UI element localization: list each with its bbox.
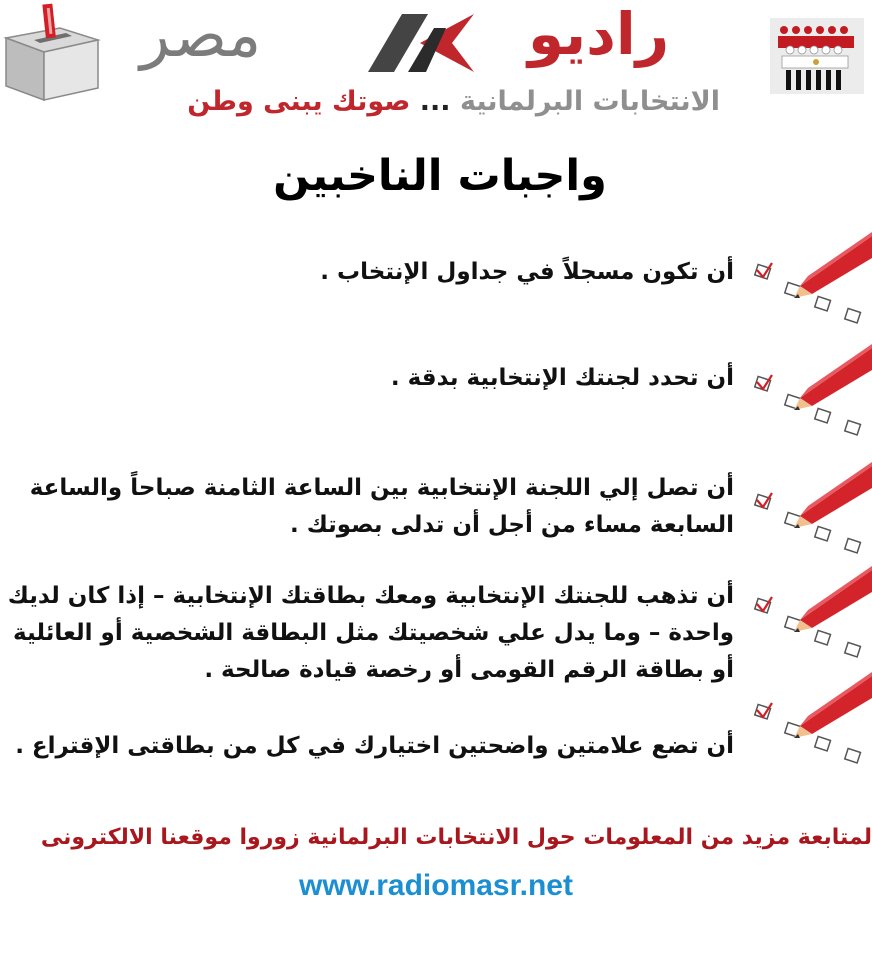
pencil-checklist-icon <box>754 566 872 662</box>
duty-item <box>6 578 734 689</box>
brand-radio-text: راديو <box>528 0 670 68</box>
pencil-checklist-icon <box>754 672 872 768</box>
duty-text: أن تحدد لجنتك الإنتخابية بدقة . <box>390 365 734 391</box>
duty-text: أن تضع علامتين واضحتين اختيارك في كل من بطاقتى الإقتراع . <box>15 733 734 759</box>
duty-item <box>174 360 734 397</box>
pencil-checklist-icon <box>754 462 872 558</box>
tagline-elections: الانتخابات البرلمانية <box>459 86 720 117</box>
pencil-checklist-icon <box>754 232 872 328</box>
duty-item <box>12 728 734 765</box>
ballot-box-icon <box>0 0 104 104</box>
footer-note: لمتابعة مزيد من المعلومات حول الانتخابات البرلمانية زوروا موقعنا الالكترونى <box>40 825 872 850</box>
tagline-slogan: صوتك يبنى وطن <box>187 86 411 117</box>
tagline-dots: ... <box>419 86 451 117</box>
duty-item <box>12 470 734 544</box>
duty-text: أن تصل إلي اللجنة الإنتخابية بين الساعة الثامنة صباحاً والساعة السابعة مساء من أجل أن تدلى بصوتك . <box>29 475 734 538</box>
duty-item <box>174 254 734 291</box>
pencil-checklist-icon <box>754 344 872 440</box>
page-title: واجبات الناخبين <box>273 151 607 201</box>
brand-masr-text: مصر <box>140 0 262 71</box>
tagline <box>110 80 720 124</box>
crowd-flag-icon <box>770 18 864 94</box>
website-link[interactable]: www.radiomasr.net <box>299 869 573 902</box>
radio-masr-logo-mark <box>368 14 474 72</box>
duty-text: أن تذهب للجنتك الإنتخابية ومعك بطاقتك الإنتخابية – إذا كان لديك واحدة – وما يدل علي شخصيتك مثل البطاقة الشخصية أو العائلية أو بطاقة الرقم القومى أو رخصة قيادة صالحة . <box>7 583 734 683</box>
duty-text: أن تكون مسجلاً في جداول الإنتخاب . <box>320 259 734 285</box>
